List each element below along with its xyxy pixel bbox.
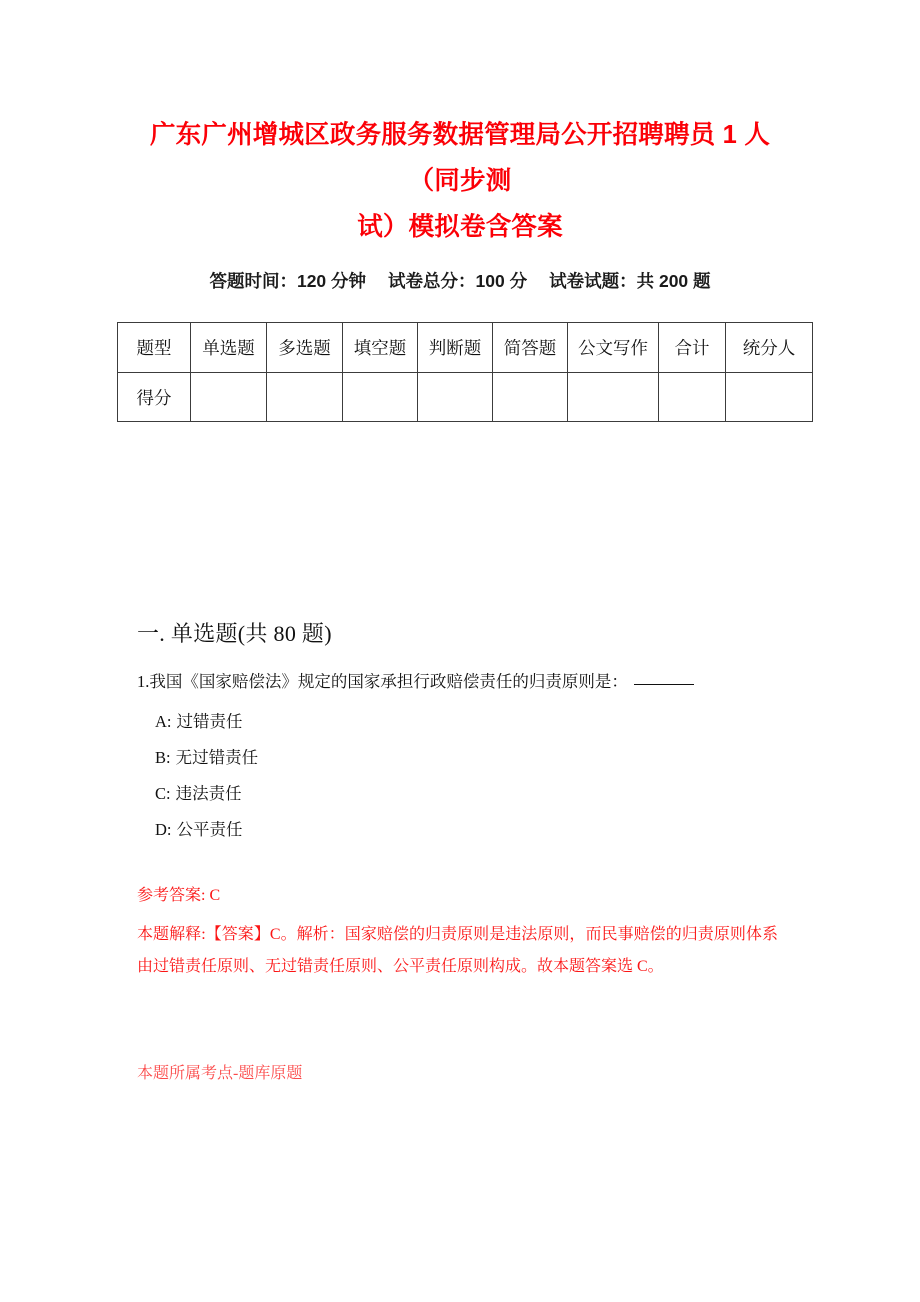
- score-table-header-cell: 判断题: [418, 323, 493, 373]
- reference-answer: [137, 882, 220, 909]
- score-table: [117, 322, 813, 422]
- option-c[interactable]: [155, 776, 755, 812]
- option-d-label: 公平责任: [176, 820, 243, 839]
- exam-question-count: 试卷试题：共 200 题: [549, 271, 711, 291]
- score-cell-short-answer[interactable]: [493, 373, 568, 422]
- score-cell-true-false[interactable]: [418, 373, 493, 422]
- option-a-label: 过错责任: [176, 712, 243, 731]
- score-table-header-cell: 填空题: [343, 323, 418, 373]
- answer-blank-underline[interactable]: [634, 670, 694, 685]
- document-title-line-2: 试）模拟卷含答案: [357, 213, 563, 241]
- question-number: 1.: [137, 672, 150, 691]
- score-cell-official-writing[interactable]: [568, 373, 659, 422]
- score-table-header-cell: 单选题: [191, 323, 267, 373]
- exam-meta-line: [117, 268, 803, 293]
- score-table-container: [117, 322, 803, 422]
- option-b[interactable]: [155, 740, 755, 776]
- score-table-header-cell: 简答题: [493, 323, 568, 373]
- score-cell-scorer[interactable]: [726, 373, 813, 422]
- answer-explanation: 本题解释:【答案】C。解析：国家赔偿的归责原则是违法原则，而民事赔偿的归责原则体系由过错责任原则、无过错责任原则、公平责任原则构成。故本题答案选 C。: [137, 926, 778, 975]
- score-table-header-row: [118, 323, 813, 373]
- knowledge-point: 本题所属考点-题库原题: [137, 1065, 303, 1082]
- score-cell-total[interactable]: [659, 373, 726, 422]
- option-d[interactable]: [155, 812, 755, 848]
- score-table-header-cell: 合计: [659, 323, 726, 373]
- question-text: 我国《国家赔偿法》规定的国家承担行政赔偿责任的归责原则是：: [149, 672, 628, 691]
- document-title: [148, 112, 772, 250]
- option-b-label: 无过错责任: [175, 748, 259, 767]
- score-row-label: 得分: [118, 373, 191, 422]
- score-cell-multiple-choice[interactable]: [267, 373, 343, 422]
- exam-duration: 答题时间：120 分钟: [209, 271, 367, 291]
- score-table-header-cell: 公文写作: [568, 323, 659, 373]
- section-heading-single-choice: 一. 单选题(共 80 题): [137, 621, 332, 646]
- document-title-line-1: 广东广州增城区政务服务数据管理局公开招聘聘员 1 人（同步测: [149, 121, 771, 195]
- option-d-key: D:: [155, 820, 172, 839]
- option-a-key: A:: [155, 712, 172, 731]
- option-b-key: B:: [155, 748, 171, 767]
- score-table-header-cell: 统分人: [726, 323, 813, 373]
- score-table-header-cell: 题型: [118, 323, 191, 373]
- option-c-key: C:: [155, 784, 171, 803]
- question-options: [155, 704, 755, 848]
- score-cell-single-choice[interactable]: [191, 373, 267, 422]
- score-table-header-cell: 多选题: [267, 323, 343, 373]
- score-cell-fill-blank[interactable]: [343, 373, 418, 422]
- score-table-row: [118, 373, 813, 422]
- reference-answer-value: C: [209, 887, 221, 904]
- option-c-label: 违法责任: [175, 784, 242, 803]
- reference-answer-label: 参考答案:: [137, 887, 206, 904]
- question-stem: [137, 668, 785, 696]
- exam-total-score: 试卷总分：100 分: [388, 271, 528, 291]
- option-a[interactable]: [155, 704, 755, 740]
